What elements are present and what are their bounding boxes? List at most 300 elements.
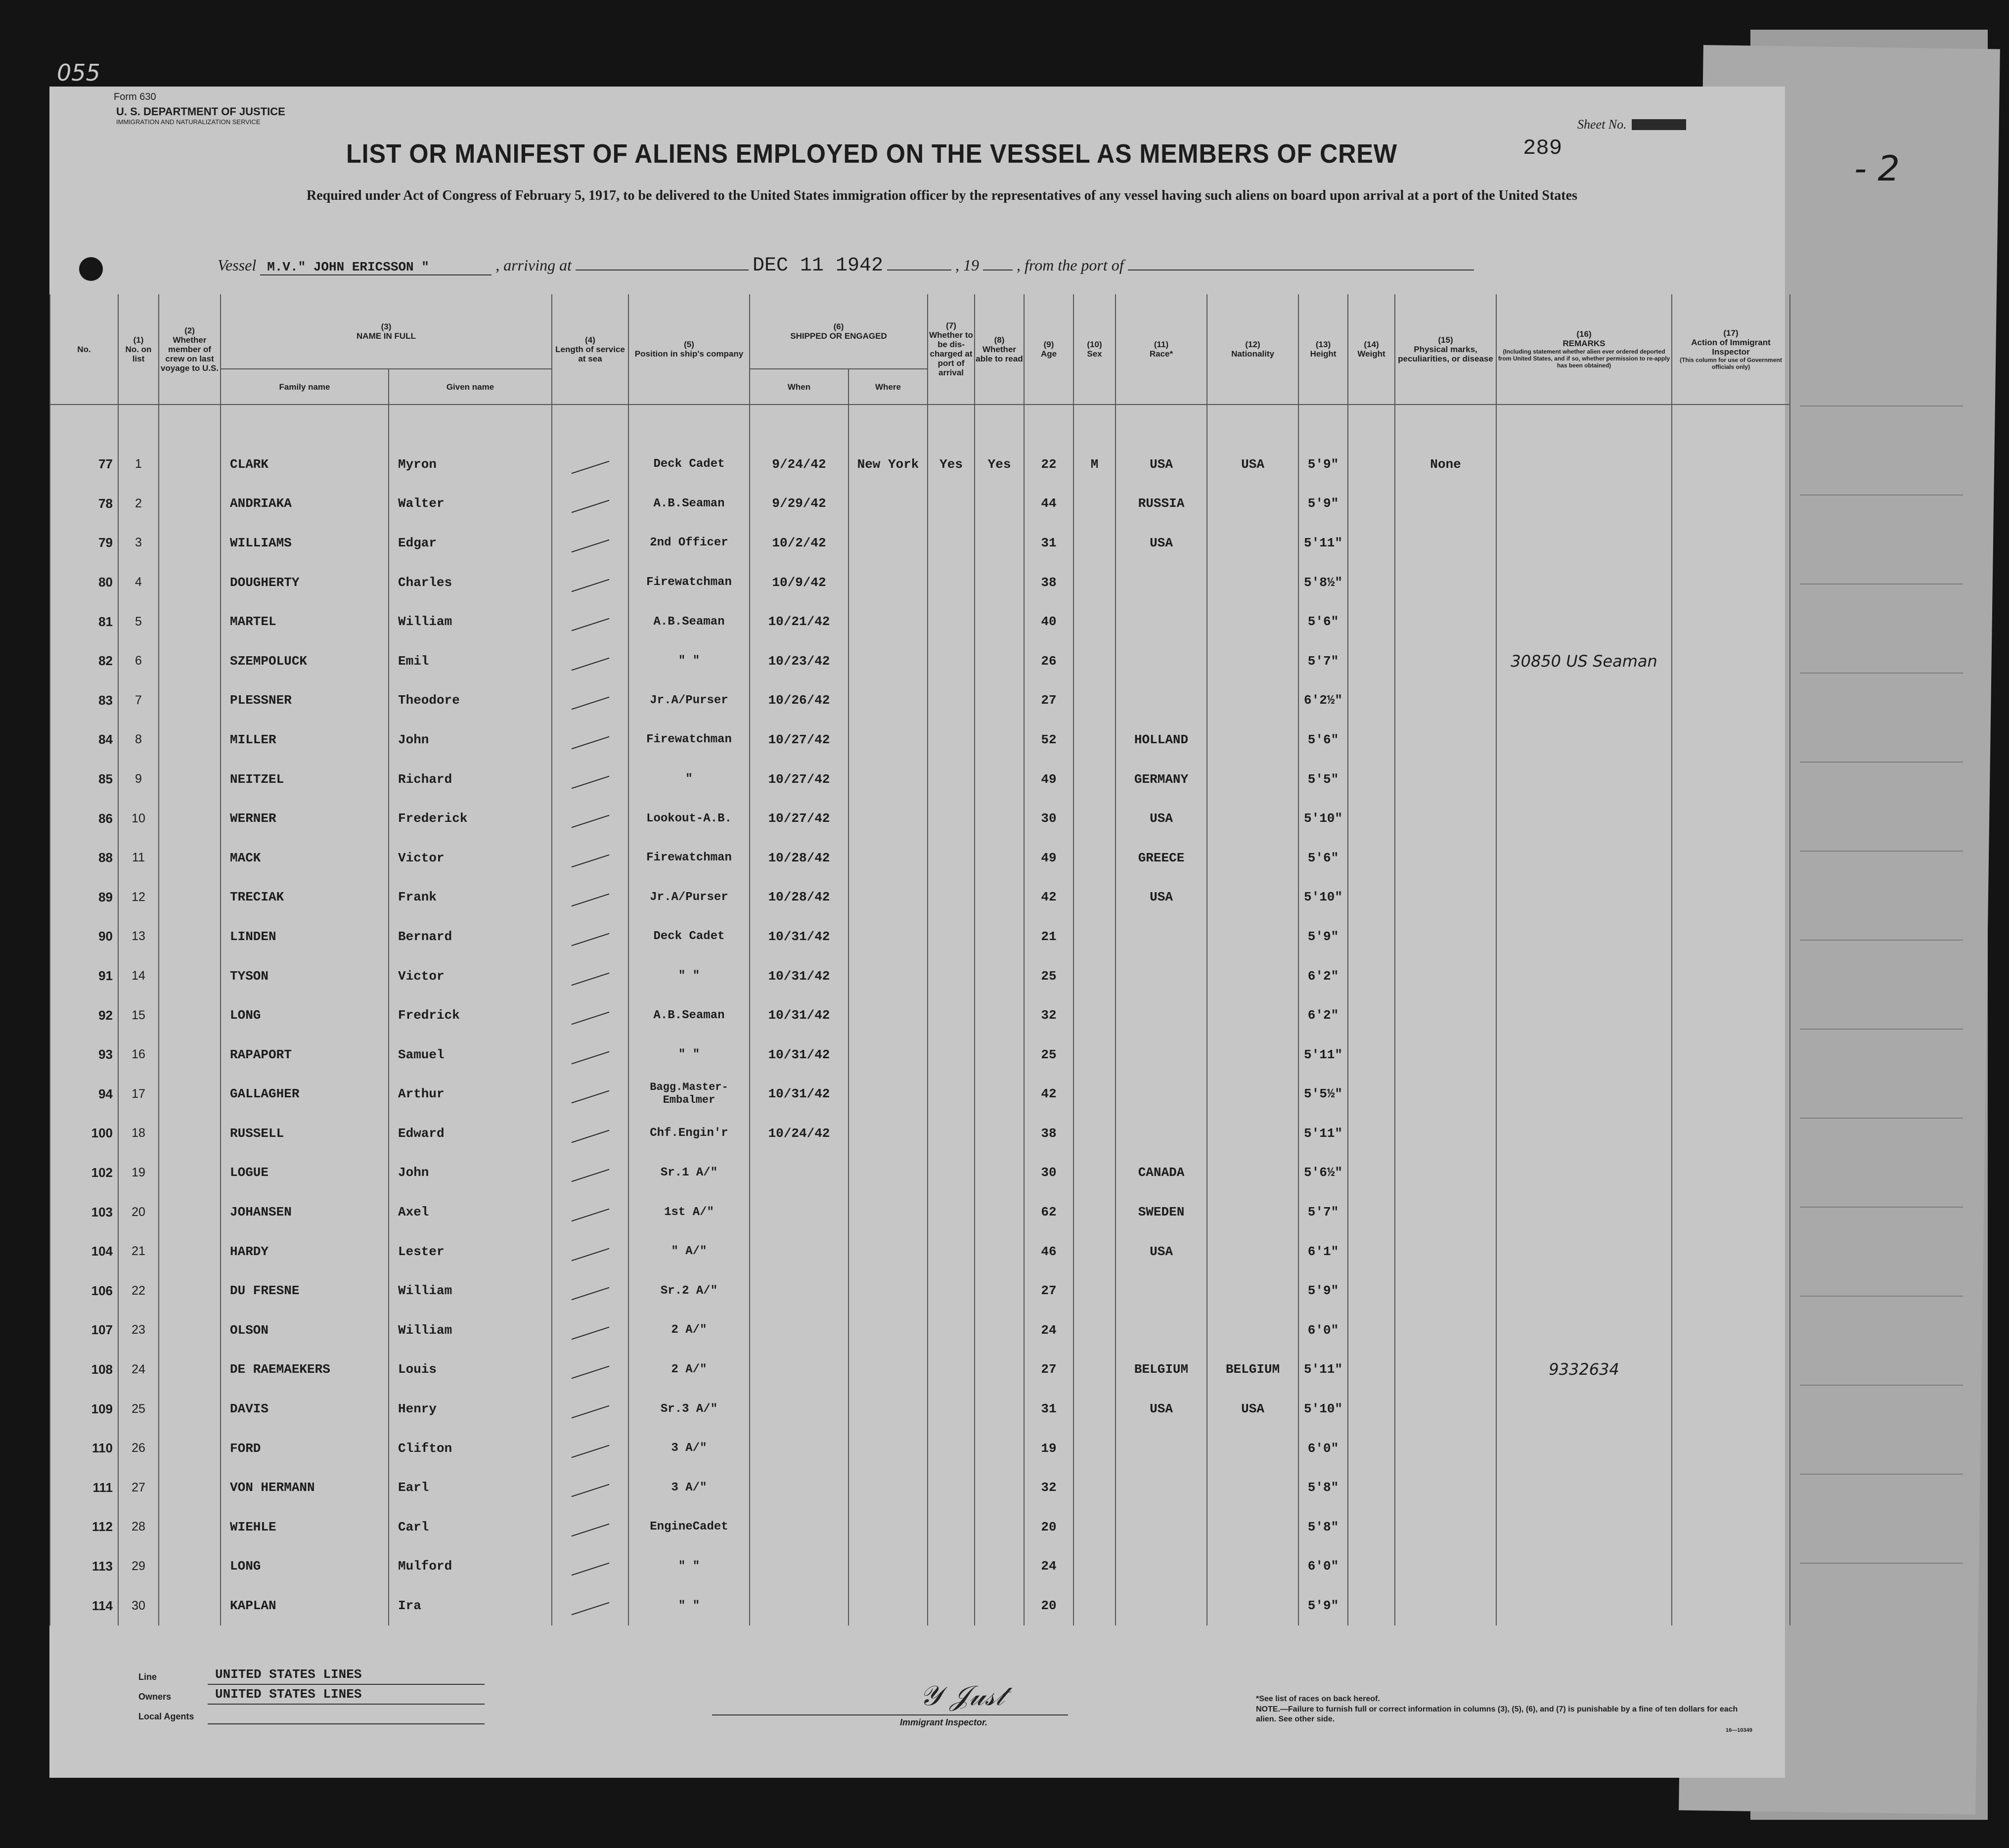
col-remarks-label: REMARKS — [1563, 339, 1606, 348]
age-cell: 31 — [1024, 1389, 1073, 1429]
service-check-cell — [552, 878, 628, 917]
shipped-when-cell — [750, 1350, 848, 1390]
checkmark-icon — [571, 854, 609, 867]
side-number-cell: 111 — [50, 1468, 118, 1507]
able-to-read-cell — [975, 484, 1024, 524]
col-sex-label: Sex — [1087, 349, 1102, 359]
line-number-cell: 27 — [118, 1468, 159, 1507]
physical-marks-cell — [1395, 1350, 1496, 1390]
last-voyage-cell — [159, 878, 221, 917]
col-marks-label: Physical marks, peculiarities, or disease — [1398, 344, 1493, 363]
able-to-read-cell — [975, 1192, 1024, 1232]
physical-marks-cell — [1395, 1153, 1496, 1193]
col-weight-num: (14) — [1364, 340, 1379, 349]
crew-table — [49, 294, 1790, 1625]
shipped-where-cell — [848, 1035, 928, 1075]
nationality-cell — [1207, 1232, 1298, 1271]
shipped-where-cell — [848, 484, 928, 524]
form-number: Form 630 — [114, 91, 156, 102]
age-cell: 42 — [1024, 878, 1073, 917]
nationality-cell — [1207, 1035, 1298, 1075]
race-cell — [1116, 1429, 1207, 1468]
line-number-cell: 6 — [118, 641, 159, 681]
race-cell — [1116, 641, 1207, 681]
discharge-cell — [928, 1035, 975, 1075]
able-to-read-cell — [975, 1586, 1024, 1625]
weight-cell — [1348, 838, 1395, 878]
last-voyage-cell — [159, 1075, 221, 1114]
crew-rows — [50, 405, 1790, 1625]
table-row — [50, 1547, 1790, 1586]
given-name-cell: Bernard — [389, 917, 552, 956]
shipped-where-cell — [848, 956, 928, 996]
arrival-date: DEC 11 1942 — [752, 255, 884, 277]
weight-cell — [1348, 563, 1395, 602]
family-name-cell: NEITZEL — [221, 760, 389, 799]
service-check-cell — [552, 1153, 628, 1193]
shipped-when-cell — [750, 1547, 848, 1586]
col-given-name: Given name — [389, 369, 552, 405]
family-name-cell: RUSSELL — [221, 1114, 389, 1153]
service-check-cell — [552, 720, 628, 760]
line-number-cell: 28 — [118, 1507, 159, 1547]
last-voyage-cell — [159, 760, 221, 799]
weight-cell — [1348, 1468, 1395, 1507]
table-row — [50, 1429, 1790, 1468]
remarks-cell: 9332634 — [1496, 1350, 1672, 1390]
table-row — [50, 799, 1790, 838]
given-name-cell: John — [389, 1153, 552, 1193]
margin-note-top-left: 055 — [57, 59, 100, 86]
nationality-cell — [1207, 484, 1298, 524]
height-cell: 6'2½" — [1298, 681, 1348, 721]
family-name-cell: TYSON — [221, 956, 389, 996]
footer — [49, 1664, 1785, 1773]
nationality-cell — [1207, 1153, 1298, 1193]
table-row — [50, 1075, 1790, 1114]
shipped-when-cell: 10/31/42 — [750, 917, 848, 956]
checkmark-icon — [571, 1327, 609, 1340]
remarks-cell — [1496, 1271, 1672, 1310]
sex-cell — [1073, 1232, 1116, 1271]
discharge-cell — [928, 641, 975, 681]
shipped-where-cell — [848, 1429, 928, 1468]
col-action-num: (17) — [1723, 328, 1739, 338]
nationality-cell — [1207, 523, 1298, 563]
side-number-cell: 92 — [50, 995, 118, 1035]
line-number-cell: 9 — [118, 760, 159, 799]
shipped-when-cell: 10/31/42 — [750, 1035, 848, 1075]
weight-cell — [1348, 1153, 1395, 1193]
able-to-read-cell — [975, 1507, 1024, 1547]
family-name-cell: ANDRIAKA — [221, 484, 389, 524]
service-check-cell — [552, 838, 628, 878]
age-cell: 24 — [1024, 1310, 1073, 1350]
line-number-cell: 19 — [118, 1153, 159, 1193]
height-cell: 5'9" — [1298, 1586, 1348, 1625]
sex-cell — [1073, 878, 1116, 917]
able-to-read-cell — [975, 799, 1024, 838]
checkmark-icon — [571, 815, 609, 828]
physical-marks-cell — [1395, 523, 1496, 563]
able-to-read-cell — [975, 1389, 1024, 1429]
col-last-voyage-label: Whether member of crew on last voyage to U.S. — [160, 335, 219, 373]
inspector-action-cell — [1672, 1271, 1790, 1310]
shipped-when-cell — [750, 1153, 848, 1193]
sex-cell — [1073, 563, 1116, 602]
shipped-where-cell — [848, 720, 928, 760]
service-check-cell — [552, 445, 628, 484]
age-cell: 21 — [1024, 917, 1073, 956]
able-to-read-cell — [975, 1114, 1024, 1153]
family-name-cell: LINDEN — [221, 917, 389, 956]
given-name-cell: Ira — [389, 1586, 552, 1625]
shipped-when-cell: 9/29/42 — [750, 484, 848, 524]
inspector-action-cell — [1672, 1586, 1790, 1625]
checkmark-icon — [571, 1012, 609, 1025]
last-voyage-cell — [159, 1468, 221, 1507]
remarks-cell: 30850 US Seaman — [1496, 641, 1672, 681]
service-check-cell — [552, 995, 628, 1035]
inspector-action-cell — [1672, 1547, 1790, 1586]
family-name-cell: MARTEL — [221, 602, 389, 641]
physical-marks-cell — [1395, 1547, 1496, 1586]
nationality-cell — [1207, 1075, 1298, 1114]
remarks-cell — [1496, 760, 1672, 799]
height-cell: 5'10" — [1298, 799, 1348, 838]
height-cell: 6'1" — [1298, 1232, 1348, 1271]
shipped-where-cell — [848, 1310, 928, 1350]
col-last-voyage — [159, 294, 221, 405]
height-cell: 5'6" — [1298, 602, 1348, 641]
col-discharge-num: (7) — [946, 321, 956, 330]
nationality-cell — [1207, 956, 1298, 996]
remarks-cell — [1496, 1507, 1672, 1547]
remarks-cell — [1496, 681, 1672, 721]
family-name-cell: LONG — [221, 995, 389, 1035]
given-name-cell: Fredrick — [389, 995, 552, 1035]
inspector-action-cell — [1672, 1468, 1790, 1507]
weight-cell — [1348, 1075, 1395, 1114]
table-row — [50, 1586, 1790, 1625]
service-check-cell — [552, 1586, 628, 1625]
col-age — [1024, 294, 1073, 405]
nationality-cell — [1207, 917, 1298, 956]
inspector-action-cell — [1672, 1350, 1790, 1390]
sex-cell: M — [1073, 445, 1116, 484]
side-number-cell: 106 — [50, 1271, 118, 1310]
discharge-cell — [928, 1114, 975, 1153]
side-number-cell: 108 — [50, 1350, 118, 1390]
line-number-cell: 16 — [118, 1035, 159, 1075]
able-to-read-cell — [975, 760, 1024, 799]
discharge-cell: Yes — [928, 445, 975, 484]
position-cell: A.B.Seaman — [628, 995, 750, 1035]
col-marks-num: (15) — [1438, 335, 1453, 345]
last-voyage-cell — [159, 1271, 221, 1310]
page-title: LIST OR MANIFEST OF ALIENS EMPLOYED ON THE VESSEL AS MEMBERS OF CREW — [346, 139, 1398, 169]
given-name-cell: Richard — [389, 760, 552, 799]
family-name-cell: DOUGHERTY — [221, 563, 389, 602]
service-check-cell — [552, 1310, 628, 1350]
weight-cell — [1348, 799, 1395, 838]
given-name-cell: Victor — [389, 838, 552, 878]
shipped-where-cell — [848, 917, 928, 956]
col-remarks-num: (16) — [1576, 329, 1592, 339]
checkmark-icon — [571, 1366, 609, 1379]
col-name-in-full — [221, 294, 552, 369]
height-cell: 5'11" — [1298, 523, 1348, 563]
remarks-cell — [1496, 1153, 1672, 1193]
line-number-cell: 30 — [118, 1586, 159, 1625]
weight-cell — [1348, 681, 1395, 721]
race-cell — [1116, 1547, 1207, 1586]
checkmark-icon — [571, 1130, 609, 1143]
physical-marks-cell: None — [1395, 445, 1496, 484]
col-race-num: (11) — [1154, 340, 1169, 349]
age-cell: 25 — [1024, 956, 1073, 996]
last-voyage-cell — [159, 445, 221, 484]
position-cell: Sr.2 A/" — [628, 1271, 750, 1310]
weight-cell — [1348, 484, 1395, 524]
able-to-read-cell — [975, 995, 1024, 1035]
shipped-when-cell — [750, 1586, 848, 1625]
year-label: , 19 — [955, 256, 980, 274]
given-name-cell: Henry — [389, 1389, 552, 1429]
able-to-read-cell — [975, 641, 1024, 681]
physical-marks-cell — [1395, 1507, 1496, 1547]
height-cell: 5'11" — [1298, 1035, 1348, 1075]
side-number-cell: 100 — [50, 1114, 118, 1153]
line-number-cell: 25 — [118, 1389, 159, 1429]
line-number-cell: 13 — [118, 917, 159, 956]
table-row — [50, 1035, 1790, 1075]
height-cell: 6'2" — [1298, 956, 1348, 996]
service-check-cell — [552, 1192, 628, 1232]
physical-marks-cell — [1395, 878, 1496, 917]
vessel-name: M.V." JOHN ERICSSON " — [260, 260, 491, 275]
family-name-cell: LONG — [221, 1547, 389, 1586]
side-number-cell: 102 — [50, 1153, 118, 1193]
sheet-label: Sheet No. — [1577, 117, 1627, 132]
physical-marks-cell — [1395, 1232, 1496, 1271]
col-age-label: Age — [1040, 349, 1057, 359]
last-voyage-cell — [159, 1389, 221, 1429]
checkmark-icon — [571, 1090, 609, 1104]
position-cell: Sr.1 A/" — [628, 1153, 750, 1193]
shipped-where-cell — [848, 1507, 928, 1547]
height-cell: 5'6" — [1298, 838, 1348, 878]
race-cell — [1116, 1035, 1207, 1075]
height-cell: 5'7" — [1298, 1192, 1348, 1232]
position-cell: Firewatchman — [628, 563, 750, 602]
given-name-cell: John — [389, 720, 552, 760]
sex-cell — [1073, 1035, 1116, 1075]
inspector-action-cell — [1672, 995, 1790, 1035]
table-row — [50, 1350, 1790, 1390]
discharge-cell — [928, 838, 975, 878]
nationality-cell — [1207, 641, 1298, 681]
last-voyage-cell — [159, 1153, 221, 1193]
position-cell: Chf.Engin'r — [628, 1114, 750, 1153]
discharge-cell — [928, 563, 975, 602]
remarks-cell — [1496, 523, 1672, 563]
age-cell: 52 — [1024, 720, 1073, 760]
given-name-cell: Mulford — [389, 1547, 552, 1586]
position-cell: " — [628, 760, 750, 799]
shipped-where-cell — [848, 1468, 928, 1507]
col-weight — [1348, 294, 1395, 405]
table-row — [50, 681, 1790, 721]
col-action-note: (This column for use of Government officials only) — [1680, 356, 1782, 370]
shipped-when-cell: 10/31/42 — [750, 956, 848, 996]
department-name: U. S. DEPARTMENT OF JUSTICE — [116, 105, 285, 118]
discharge-cell — [928, 523, 975, 563]
shipped-where-cell — [848, 1153, 928, 1193]
checkmark-icon — [571, 1405, 609, 1419]
position-cell: " " — [628, 641, 750, 681]
remarks-cell — [1496, 878, 1672, 917]
inspector-action-cell — [1672, 523, 1790, 563]
table-row — [50, 1389, 1790, 1429]
nationality-cell — [1207, 1192, 1298, 1232]
service-check-cell — [552, 1468, 628, 1507]
table-row — [50, 484, 1790, 524]
race-cell — [1116, 1507, 1207, 1547]
physical-marks-cell — [1395, 1389, 1496, 1429]
family-name-cell: DAVIS — [221, 1389, 389, 1429]
last-voyage-cell — [159, 563, 221, 602]
discharge-cell — [928, 995, 975, 1035]
discharge-cell — [928, 1075, 975, 1114]
shipped-where-cell — [848, 1389, 928, 1429]
line-number-cell: 29 — [118, 1547, 159, 1586]
col-position — [628, 294, 750, 405]
table-row — [50, 1310, 1790, 1350]
inspector-action-cell — [1672, 1075, 1790, 1114]
side-number-cell: 84 — [50, 720, 118, 760]
able-to-read-cell — [975, 956, 1024, 996]
physical-marks-cell — [1395, 1468, 1496, 1507]
given-name-cell: Lester — [389, 1232, 552, 1271]
given-name-cell: Clifton — [389, 1429, 552, 1468]
position-cell: Deck Cadet — [628, 917, 750, 956]
position-cell: EngineCadet — [628, 1507, 750, 1547]
nationality-cell — [1207, 1114, 1298, 1153]
line-number-cell: 14 — [118, 956, 159, 996]
shipped-when-cell — [750, 1310, 848, 1350]
nationality-cell — [1207, 995, 1298, 1035]
shipped-where-cell — [848, 641, 928, 681]
discharge-cell — [928, 956, 975, 996]
remarks-cell — [1496, 1468, 1672, 1507]
age-cell: 38 — [1024, 563, 1073, 602]
col-length-num: (4) — [585, 335, 595, 345]
line-number-cell: 26 — [118, 1429, 159, 1468]
line-number-cell: 11 — [118, 838, 159, 878]
side-number-cell: 94 — [50, 1075, 118, 1114]
owners-label: Owners — [138, 1692, 172, 1702]
service-check-cell — [552, 523, 628, 563]
col-sex — [1073, 294, 1116, 405]
inspector-action-cell — [1672, 641, 1790, 681]
discharge-cell — [928, 1389, 975, 1429]
col-discharge-label: Whether to be dis-charged at port of arrival — [929, 330, 973, 377]
weight-cell — [1348, 1114, 1395, 1153]
last-voyage-cell — [159, 1232, 221, 1271]
able-to-read-cell — [975, 720, 1024, 760]
position-cell: Bagg.Master-Embalmer — [628, 1075, 750, 1114]
checkmark-icon — [571, 1602, 609, 1616]
sex-cell — [1073, 956, 1116, 996]
age-cell: 27 — [1024, 1350, 1073, 1390]
race-cell — [1116, 995, 1207, 1035]
side-number-cell: 80 — [50, 563, 118, 602]
side-number-cell: 109 — [50, 1389, 118, 1429]
col-length-label: Length of service at sea — [555, 344, 625, 363]
shipped-where-cell: New York — [848, 445, 928, 484]
shipped-when-cell: 10/23/42 — [750, 641, 848, 681]
table-row — [50, 956, 1790, 996]
line-number-cell: 8 — [118, 720, 159, 760]
discharge-cell — [928, 917, 975, 956]
remarks-cell — [1496, 995, 1672, 1035]
nationality-cell: USA — [1207, 445, 1298, 484]
checkmark-icon — [571, 1563, 609, 1576]
checkmark-icon — [571, 1524, 609, 1537]
line-number-cell: 12 — [118, 878, 159, 917]
service-check-cell — [552, 1075, 628, 1114]
sex-cell — [1073, 995, 1116, 1035]
checkmark-icon — [571, 1248, 609, 1261]
from-port-label: , from the port of — [1017, 256, 1124, 274]
service-check-cell — [552, 917, 628, 956]
vessel-label: Vessel — [218, 256, 257, 274]
age-cell: 20 — [1024, 1586, 1073, 1625]
last-voyage-cell — [159, 1350, 221, 1390]
position-cell: Firewatchman — [628, 838, 750, 878]
table-row — [50, 917, 1790, 956]
table-row — [50, 1192, 1790, 1232]
weight-cell — [1348, 1547, 1395, 1586]
col-shipped-num: (6) — [833, 322, 844, 331]
shipped-when-cell: 9/24/42 — [750, 445, 848, 484]
race-cell — [1116, 681, 1207, 721]
race-cell — [1116, 956, 1207, 996]
sex-cell — [1073, 799, 1116, 838]
table-row — [50, 1232, 1790, 1271]
physical-marks-cell — [1395, 1075, 1496, 1114]
age-cell: 62 — [1024, 1192, 1073, 1232]
position-cell: " " — [628, 1547, 750, 1586]
races-note: *See list of races on back hereof. — [1256, 1695, 1380, 1703]
side-number-cell: 81 — [50, 602, 118, 641]
weight-cell — [1348, 1271, 1395, 1310]
table-row — [50, 878, 1790, 917]
position-cell: Firewatchman — [628, 720, 750, 760]
checkmark-icon — [571, 579, 609, 592]
inspector-action-cell — [1672, 1507, 1790, 1547]
line-value: UNITED STATES LINES — [215, 1667, 362, 1682]
service-check-cell — [552, 484, 628, 524]
table-row — [50, 1114, 1790, 1153]
checkmark-icon — [571, 540, 609, 553]
position-cell: Deck Cadet — [628, 445, 750, 484]
remarks-cell — [1496, 838, 1672, 878]
race-cell: CANADA — [1116, 1153, 1207, 1193]
remarks-cell — [1496, 484, 1672, 524]
col-line-no-label: No. on list — [125, 344, 152, 363]
